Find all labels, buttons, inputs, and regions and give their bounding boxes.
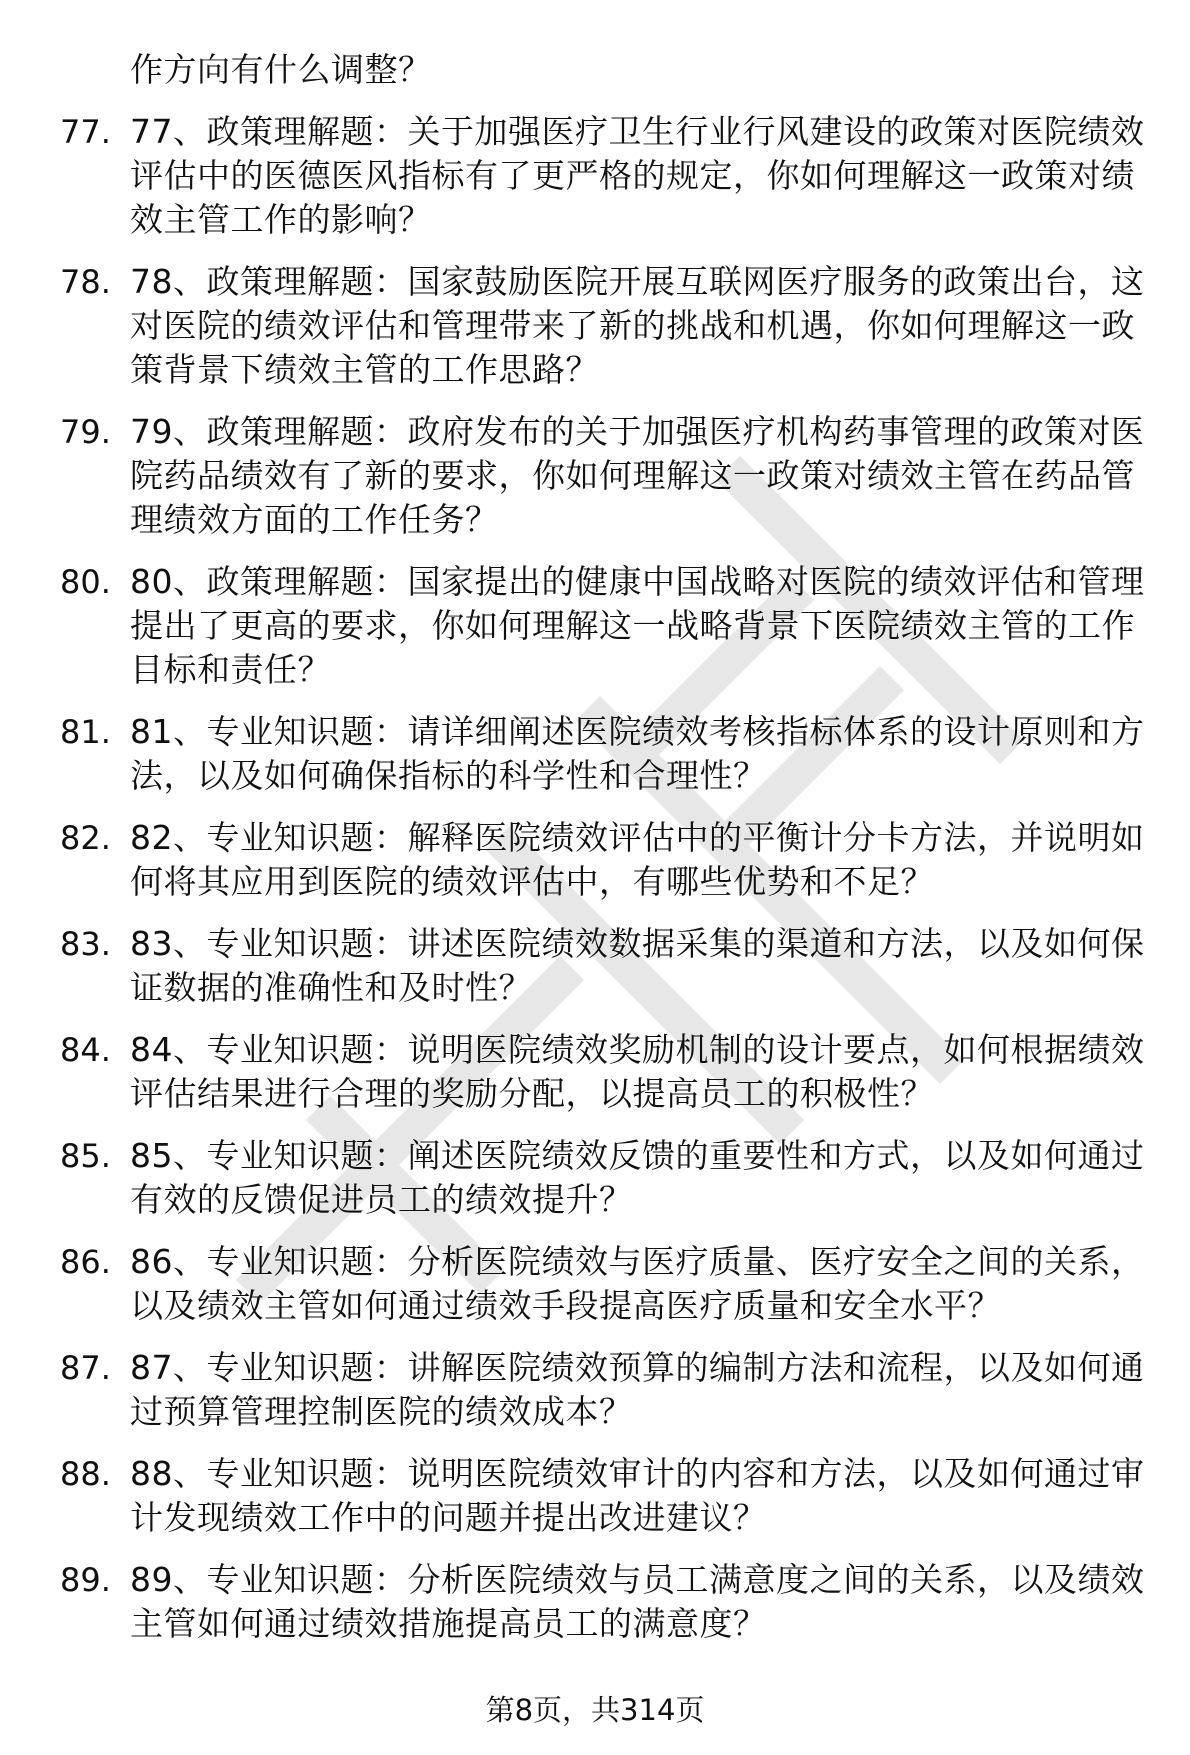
question-number: 77. [60, 113, 111, 151]
question-text: 85、专业知识题：阐述医院绩效反馈的重要性和方式，以及如何通过有效的反馈促进员工的绩效提升？ [130, 1136, 1145, 1219]
question-text: 87、专业知识题：讲解医院绩效预算的编制方法和流程，以及如何通过预算管理控制医院的绩效成本？ [130, 1348, 1145, 1431]
list-item [60, 922, 1150, 1010]
question-text: 83、专业知识题：讲述医院绩效数据采集的渠道和方法，以及如何保证数据的准确性和及时性？ [130, 924, 1145, 1007]
question-number: 85. [60, 1137, 111, 1175]
question-number: 79. [60, 413, 111, 451]
list-item [60, 1452, 1150, 1540]
question-list [60, 110, 1150, 1646]
question-number: 83. [60, 925, 111, 963]
question-number: 84. [60, 1031, 111, 1069]
question-number: 82. [60, 819, 111, 857]
list-item [60, 816, 1150, 904]
document-body [60, 48, 1150, 1664]
question-number: 78. [60, 263, 111, 301]
question-text: 77、政策理解题：关于加强医疗卫生行业行风建设的政策对医院绩效评估中的医德医风指标有了更严格的规定，你如何理解这一政策对绩效主管工作的影响？ [130, 112, 1145, 239]
list-item [60, 1134, 1150, 1222]
question-number: 89. [60, 1561, 111, 1599]
list-item [60, 1558, 1150, 1646]
question-text: 79、政策理解题：政府发布的关于加强医疗机构药事管理的政策对医院药品绩效有了新的要求，你如何理解这一政策对绩效主管在药品管理绩效方面的工作任务？ [130, 412, 1145, 539]
list-item [60, 560, 1150, 692]
question-text: 78、政策理解题：国家鼓励医院开展互联网医疗服务的政策出台，这对医院的绩效评估和管理带来了新的挑战和机遇，你如何理解这一政策背景下绩效主管的工作思路？ [130, 262, 1145, 389]
list-item [60, 1028, 1150, 1116]
question-text: 82、专业知识题：解释医院绩效评估中的平衡计分卡方法，并说明如何将其应用到医院的绩效评估中，有哪些优势和不足？ [130, 818, 1145, 901]
question-text: 84、专业知识题：说明医院绩效奖励机制的设计要点，如何根据绩效评估结果进行合理的奖励分配，以提高员工的积极性？ [130, 1030, 1145, 1113]
list-item [60, 1346, 1150, 1434]
list-item [60, 260, 1150, 392]
question-text: 88、专业知识题：说明医院绩效审计的内容和方法，以及如何通过审计发现绩效工作中的问题并提出改进建议？ [130, 1454, 1145, 1537]
question-text: 86、专业知识题：分析医院绩效与医疗质量、医疗安全之间的关系，以及绩效主管如何通过绩效手段提高医疗质量和安全水平？ [130, 1242, 1145, 1325]
question-number: 81. [60, 713, 111, 751]
question-number: 87. [60, 1349, 111, 1387]
list-item [60, 710, 1150, 798]
page-footer: 第8页，共314页 [485, 1693, 705, 1727]
list-item [60, 410, 1150, 542]
continuation-text: 作方向有什么调整？ [130, 50, 432, 89]
question-text: 80、政策理解题：国家提出的健康中国战略对医院的绩效评估和管理提出了更高的要求，你如何理解这一战略背景下医院绩效主管的工作目标和责任？ [130, 562, 1145, 689]
question-number: 88. [60, 1455, 111, 1493]
question-number: 86. [60, 1243, 111, 1281]
list-item [60, 110, 1150, 242]
question-text: 89、专业知识题：分析医院绩效与员工满意度之间的关系，以及绩效主管如何通过绩效措施提高员工的满意度？ [130, 1560, 1145, 1643]
question-number: 80. [60, 563, 111, 601]
list-item [60, 1240, 1150, 1328]
question-text: 81、专业知识题：请详细阐述医院绩效考核指标体系的设计原则和方法，以及如何确保指标的科学性和合理性？ [130, 712, 1145, 795]
